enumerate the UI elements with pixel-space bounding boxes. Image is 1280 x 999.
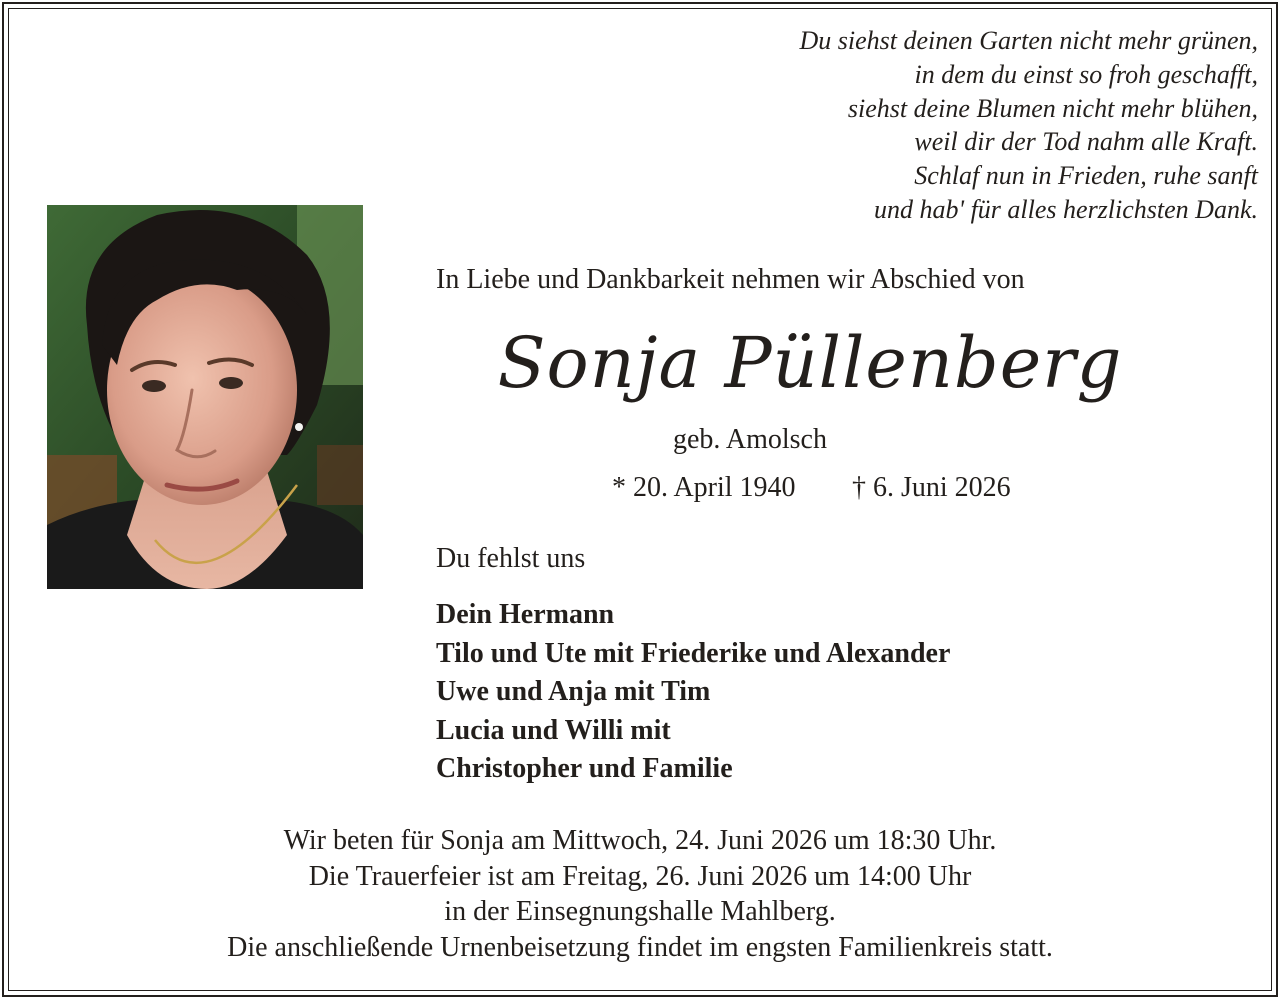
poem	[498, 24, 1258, 227]
miss-line: Du fehlst uns	[436, 543, 586, 574]
poem-line: in dem du einst so froh geschafft,	[914, 59, 1258, 89]
poem-line: siehst deine Blumen nicht mehr blühen,	[847, 93, 1258, 123]
service-info	[30, 823, 1250, 965]
family-member: Christopher und Familie	[436, 753, 733, 784]
family-list	[436, 596, 950, 789]
birth-date: * 20. April 1940	[612, 472, 796, 503]
death-date: † 6. Juni 2026	[852, 472, 1011, 503]
family-member: Dein Hermann	[436, 599, 615, 630]
poem-line: weil dir der Tod nahm alle Kraft.	[914, 127, 1258, 157]
service-line: Die anschließende Urnenbeisetzung findet im engsten Familienkreis statt.	[227, 931, 1053, 963]
farewell-intro: In Liebe und Dankbarkeit nehmen wir Abschied von	[436, 264, 1025, 295]
poem-line: Du siehst deinen Garten nicht mehr grünen,	[799, 26, 1258, 55]
service-line: Die Trauerfeier ist am Freitag, 26. Juni 2026 um 14:00 Uhr	[308, 860, 972, 892]
poem-line: Schlaf nun in Frieden, ruhe sanft	[914, 161, 1258, 191]
service-line: Wir beten für Sonja am Mittwoch, 24. Juni 2026 um 18:30 Uhr.	[283, 825, 997, 856]
family-member: Uwe und Anja mit Tim	[436, 676, 711, 707]
deceased-name: Sonja Püllenberg	[497, 322, 1123, 404]
maiden-name: geb. Amolsch	[673, 424, 827, 455]
poem-line: und hab' für alles herzlichsten Dank.	[874, 194, 1258, 224]
family-member: Lucia und Willi mit	[436, 714, 671, 746]
service-line: in der Einsegnungshalle Mahlberg.	[444, 896, 836, 927]
family-member: Tilo und Ute mit Friederike und Alexander	[436, 637, 951, 669]
